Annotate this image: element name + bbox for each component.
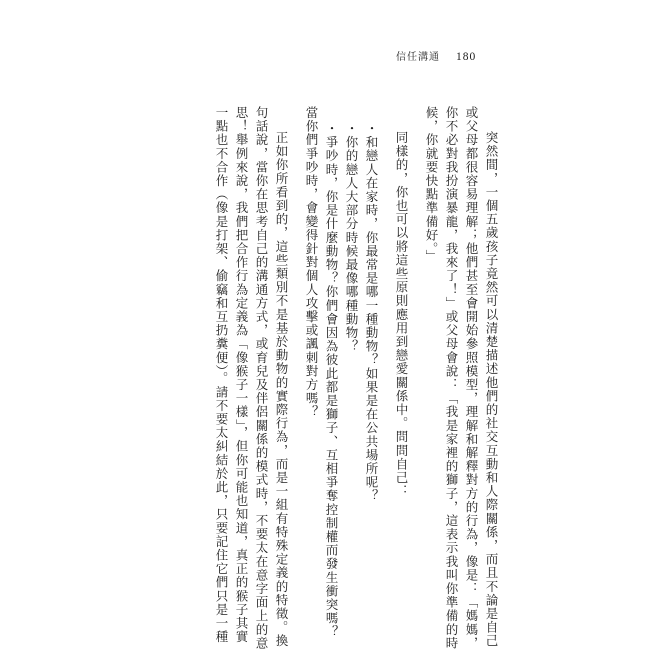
text-column: 同樣的，你也可以將這些原則應用到戀愛關係中。問問自己： bbox=[394, 131, 409, 499]
text-column: 當你們爭吵時，會變得針對個人攻擊或諷刺對方嗎？ bbox=[304, 106, 319, 419]
page-number: 180 bbox=[456, 51, 477, 63]
running-header bbox=[396, 48, 476, 63]
text-column: 思！舉例來說，我們把合作行為定義為「像猴子一樣」，但你可能也知道，真正的猴子其實 bbox=[234, 106, 249, 644]
text-column: 句話說，當你在思考自己的溝通方式，或育兒及伴侶關係的模式時，不要太在意字面上的意 bbox=[254, 106, 269, 650]
text-column: 一點也不合作（像是打架、偷竊和互扔糞便）。請不要太糾結於此，只要記住它們只是一種 bbox=[214, 106, 229, 644]
text-column: ・你的戀人大部分時候最像哪種動物？ bbox=[344, 122, 359, 354]
vertical-body-text bbox=[211, 106, 501, 650]
text-column: ・爭吵時，你是什麼動物？你們會因為彼此都是獅子、互相爭奪控制權而發生衝突嗎？ bbox=[324, 122, 339, 639]
text-column: 候，你就要快點準備好。」 bbox=[424, 106, 439, 263]
text-column: 你不必對我扮演暴龍，我來了！」或父母會說：「我是家裡的獅子，這表示我叫你準備的時 bbox=[444, 106, 459, 650]
chapter-title: 信任溝通 bbox=[396, 52, 440, 63]
text-column: 正如你所看到的，這些類別不是基於動物的實際行為，而是一組有特殊定義的特徵。換 bbox=[274, 131, 289, 648]
text-column: ・和戀人在家時，你最常是哪一種動物？如果是在公共場所呢？ bbox=[364, 122, 379, 503]
text-column: 突然間，一個五歲孩子竟然可以清楚描述他們的社交互動和人際關係，而且不論是自己 bbox=[484, 131, 499, 648]
text-column: 或父母都很容易理解；他們甚至會開始參照模型，理解和解釋對方的行為，像是：「媽媽， bbox=[464, 106, 479, 650]
